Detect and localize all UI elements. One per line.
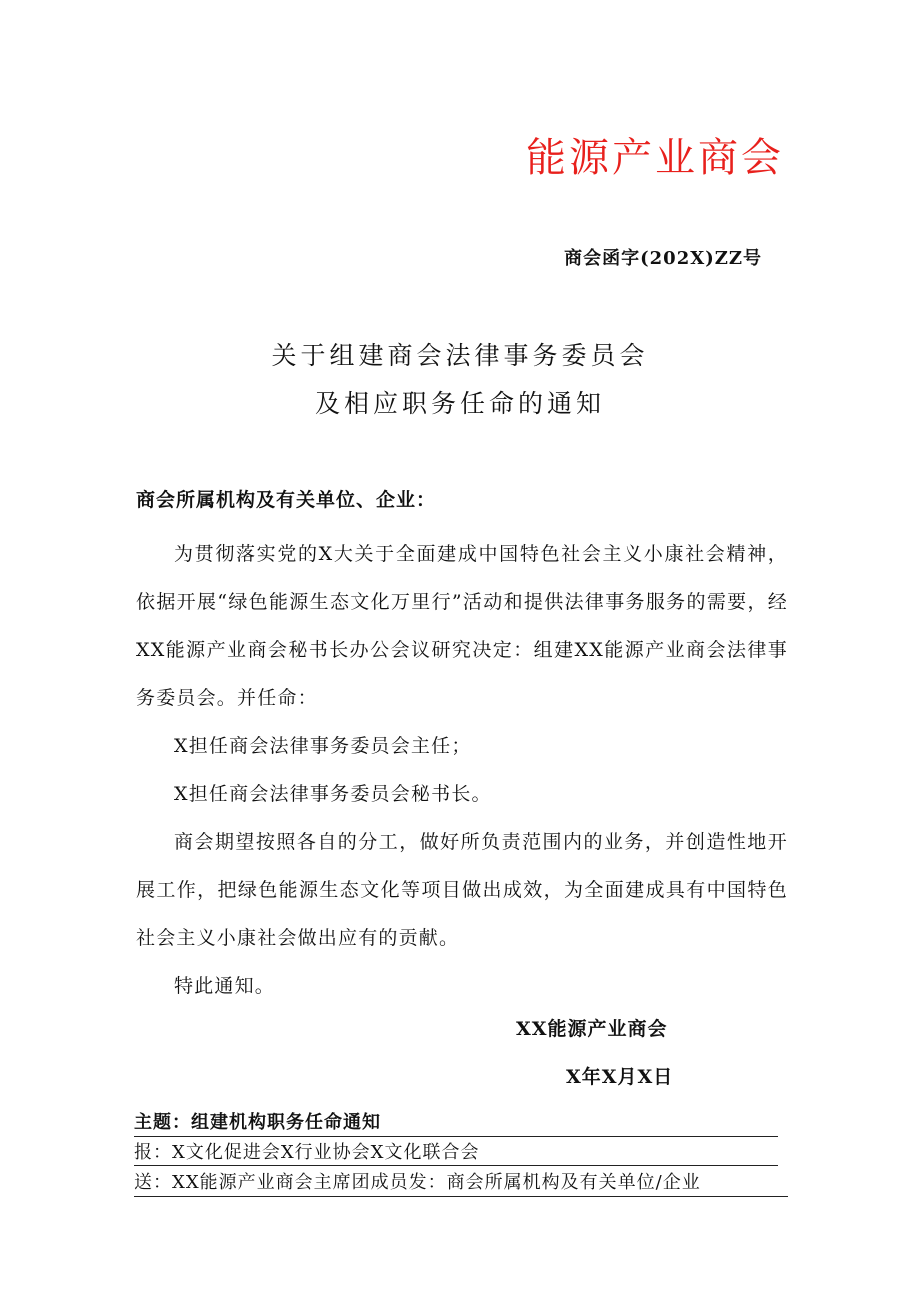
body-paragraph-appointment-secretary: X担任商会法律事务委员会秘书长。 bbox=[174, 783, 492, 805]
body-paragraph-closing: 特此通知。 bbox=[174, 975, 276, 997]
salutation: 商会所属机构及有关单位、企业： bbox=[136, 489, 437, 511]
body-paragraph-expectation: 商会期望按照各自的分工，做好所负责范围内的业务，并创造性地开展工作，把绿色能源生态文化等项目做出成效，为全面建成具有中国特色社会主义小康社会做出应有的贡献。 bbox=[136, 831, 788, 949]
notice-title-line-2: 及相应职务任命的通知 bbox=[314, 389, 605, 418]
signature-organization: XX能源产业商会 bbox=[516, 1018, 668, 1040]
body-paragraph-appointment-director: X担任商会法律事务委员会主任； bbox=[174, 735, 472, 757]
notice-title-line-1: 关于组建商会法律事务委员会 bbox=[271, 341, 649, 370]
document-number: 商会函字(202X)ZZ号 bbox=[564, 248, 762, 269]
org-header-title: 能源产业商会 bbox=[526, 135, 784, 181]
body-paragraph-intro: 为贯彻落实党的X大关于全面建成中国特色社会主义小康社会精神，依据开展“绿色能源生态文化万里行”活动和提供法律事务服务的需要，经XX能源产业商会秘书长办公会议研究决定：组建XX能源产业商会法律事务委员会。并任命： bbox=[136, 543, 788, 709]
footer-subject: 主题：组建机构职务任命通知 bbox=[134, 1108, 778, 1137]
footer-send-to: 送：XX能源产业商会主席团成员发：商会所属机构及有关单位/企业 bbox=[134, 1168, 788, 1197]
notice-body bbox=[136, 530, 788, 1010]
signature-date: X年X月X日 bbox=[566, 1066, 674, 1088]
footer-report-to: 报：X文化促进会X行业协会X文化联合会 bbox=[134, 1138, 778, 1166]
